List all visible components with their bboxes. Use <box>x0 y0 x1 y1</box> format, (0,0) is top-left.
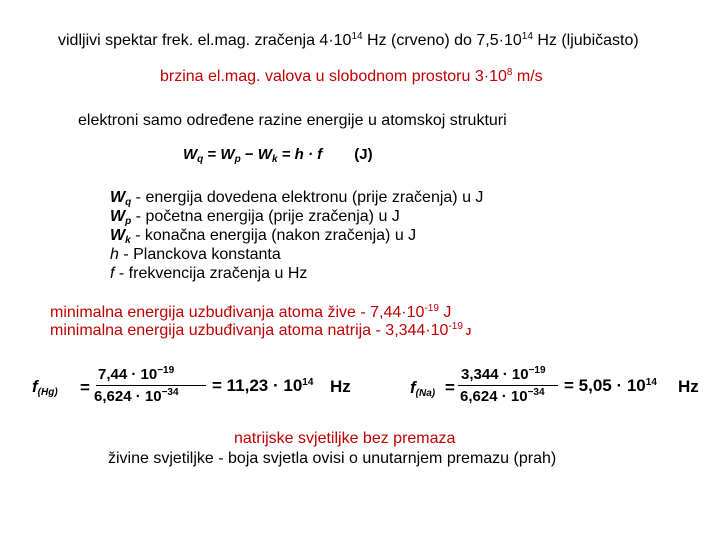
wq-symbol: W <box>183 146 198 163</box>
speed-exp: 8 <box>506 67 513 78</box>
spectrum-text: vidljivi spektar frek. el.mag. zračenja 4·10 <box>58 32 352 49</box>
spectrum-line <box>58 32 639 50</box>
hg-numerator: $7,44 \cdot 10^{-19}$ <box>98 365 175 383</box>
wk-sub: k <box>271 154 278 165</box>
speed-line <box>160 68 543 86</box>
speed-text: brzina el.mag. valova u slobodnom prostoru 3·10 <box>160 68 507 85</box>
na-denominator: $6,624 \cdot 10^{-34}$ <box>460 387 545 405</box>
wp-symbol: W <box>220 146 235 163</box>
exp-2: 14 <box>521 31 533 42</box>
hg-fraction-bar <box>96 385 206 386</box>
wk-symbol: W <box>257 146 272 163</box>
energy-formula <box>183 146 373 163</box>
min-energy-hg: minimalna energija uzbuđivanja atoma žive - $7,44\cdot 10^{-19}$ J <box>50 303 452 321</box>
def-wq: $W_q$ - energija dovedena elektronu (prije zračenja) u J <box>110 189 484 208</box>
def-wp: $W_p$ - početna energija (prije zračenja) u J <box>110 208 400 227</box>
formula-rhs: = h · f <box>277 146 323 163</box>
na-result: = $5,05 \cdot 10^{14}$ <box>564 376 657 395</box>
formula-minus: − <box>240 146 258 163</box>
formula-unit: (J) <box>354 146 373 163</box>
hg-unit: Hz <box>330 377 351 396</box>
hg-denominator: $6,624 \cdot 10^{-34}$ <box>94 387 179 405</box>
sodium-lamps-line: natrijske svjetiljke bez premaza <box>234 430 456 447</box>
def-f: f - frekvencija zračenja u Hz <box>110 265 308 282</box>
wp-sub: p <box>234 154 241 165</box>
speed-unit: m/s <box>512 68 543 85</box>
formula-eq: = <box>203 146 221 163</box>
def-h: h - Planckova konstanta <box>110 246 281 263</box>
def-wk: $W_k$ - konačna energija (nakon zračenja) u J <box>110 227 417 246</box>
definitions-list <box>110 189 483 283</box>
spectrum-text-mid: Hz (crveno) do 7,5·10 <box>362 32 522 49</box>
na-unit: Hz <box>678 377 699 396</box>
wq-sub: q <box>197 154 204 165</box>
na-numerator: $3,344 \cdot 10^{-19}$ <box>461 365 546 383</box>
electron-line: elektroni samo određene razine energije u atomskoj strukturi <box>78 112 507 129</box>
na-fraction-bar <box>458 385 558 386</box>
mercury-lamps-line: živine svjetiljke - boja svjetla ovisi o unutarnjem premazu (prah) <box>108 450 557 467</box>
spectrum-text-end: Hz (ljubičasto) <box>532 32 639 49</box>
hg-result: = $11,23 \cdot 10^{14}$ <box>212 376 314 395</box>
min-energy-na: minimalna energija uzbuđivanja atoma natrija - $3,344\cdot 10^{-19}$ J <box>50 321 472 339</box>
exp-1: 14 <box>351 31 363 42</box>
